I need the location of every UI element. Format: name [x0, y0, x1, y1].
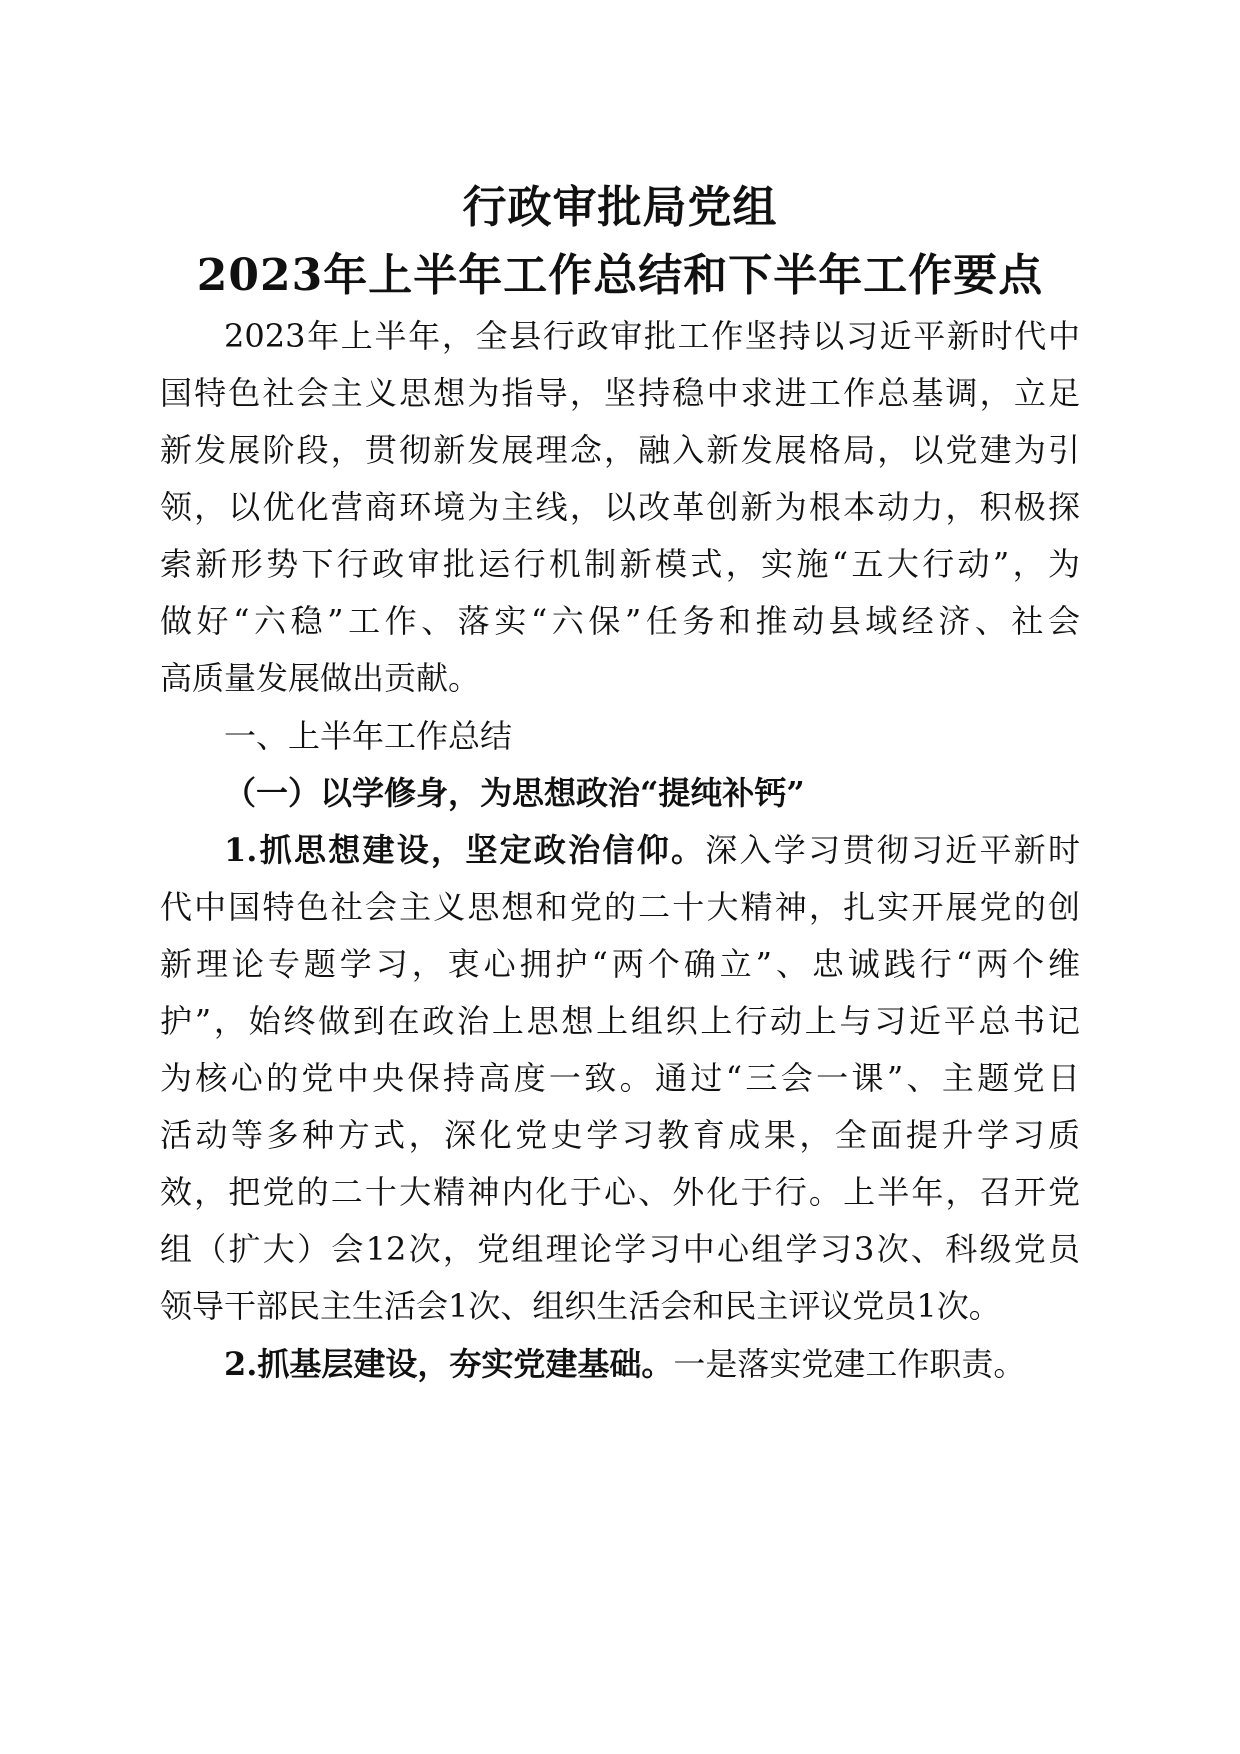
intro-paragraph-line: 做好“六稳”工作、落实“六保”任务和推动县域经济、社会 [160, 602, 1080, 640]
section-heading: 一、上半年工作总结 [224, 717, 513, 755]
intro-paragraph-line: 高质量发展做出贡献。 [160, 659, 481, 697]
document-title-line-2: 2023年上半年工作总结和下半年工作要点 [196, 250, 1044, 301]
intro-paragraph-line: 领，以优化营商环境为主线，以改革创新为根本动力，积极探 [160, 488, 1080, 526]
item-1-line: 护”，始终做到在政治上思想上组织上行动上与习近平总书记 [160, 1002, 1080, 1040]
item-1-line: 代中国特色社会主义思想和党的二十大精神，扎实开展党的创 [160, 888, 1080, 926]
item-1-first-text: 深入学习贯彻习近平新时 [705, 831, 1080, 869]
item-2-lead: 2.抓基层建设，夯实党建基础。 [224, 1345, 674, 1383]
item-1-line: 效，把党的二十大精神内化于心、外化于行。上半年，召开党 [160, 1173, 1080, 1211]
item-2-first-line [224, 1344, 1080, 1384]
item-1-line: 活动等多种方式，深化党史学习教育成果，全面提升学习质 [160, 1116, 1080, 1154]
item-1-first-line [224, 830, 1080, 870]
document-title-line-1: 行政审批局党组 [462, 182, 778, 233]
subsection-heading: （一）以学修身，为思想政治“提纯补钙” [224, 774, 805, 812]
intro-paragraph-line: 索新形势下行政审批运行机制新模式，实施“五大行动”，为 [160, 545, 1080, 583]
intro-paragraph-line: 国特色社会主义思想为指导，坚持稳中求进工作总基调，立足 [160, 374, 1080, 412]
intro-paragraph-line: 2023年上半年，全县行政审批工作坚持以习近平新时代中 [224, 317, 1080, 355]
item-1-line: 领导干部民主生活会1次、组织生活会和民主评议党员1次。 [160, 1287, 1001, 1325]
item-2-first-text: 一是落实党建工作职责。 [673, 1345, 1026, 1383]
intro-paragraph-line: 新发展阶段，贯彻新发展理念，融入新发展格局，以党建为引 [160, 431, 1080, 469]
item-1-lead: 1.抓思想建设，坚定政治信仰。 [224, 831, 706, 869]
item-1-line: 新理论专题学习，衷心拥护“两个确立”、忠诚践行“两个维 [160, 945, 1080, 983]
item-1-line: 组（扩大）会12次，党组理论学习中心组学习3次、科级党员 [160, 1230, 1080, 1268]
item-1-line: 为核心的党中央保持高度一致。通过“三会一课”、主题党日 [160, 1059, 1080, 1097]
